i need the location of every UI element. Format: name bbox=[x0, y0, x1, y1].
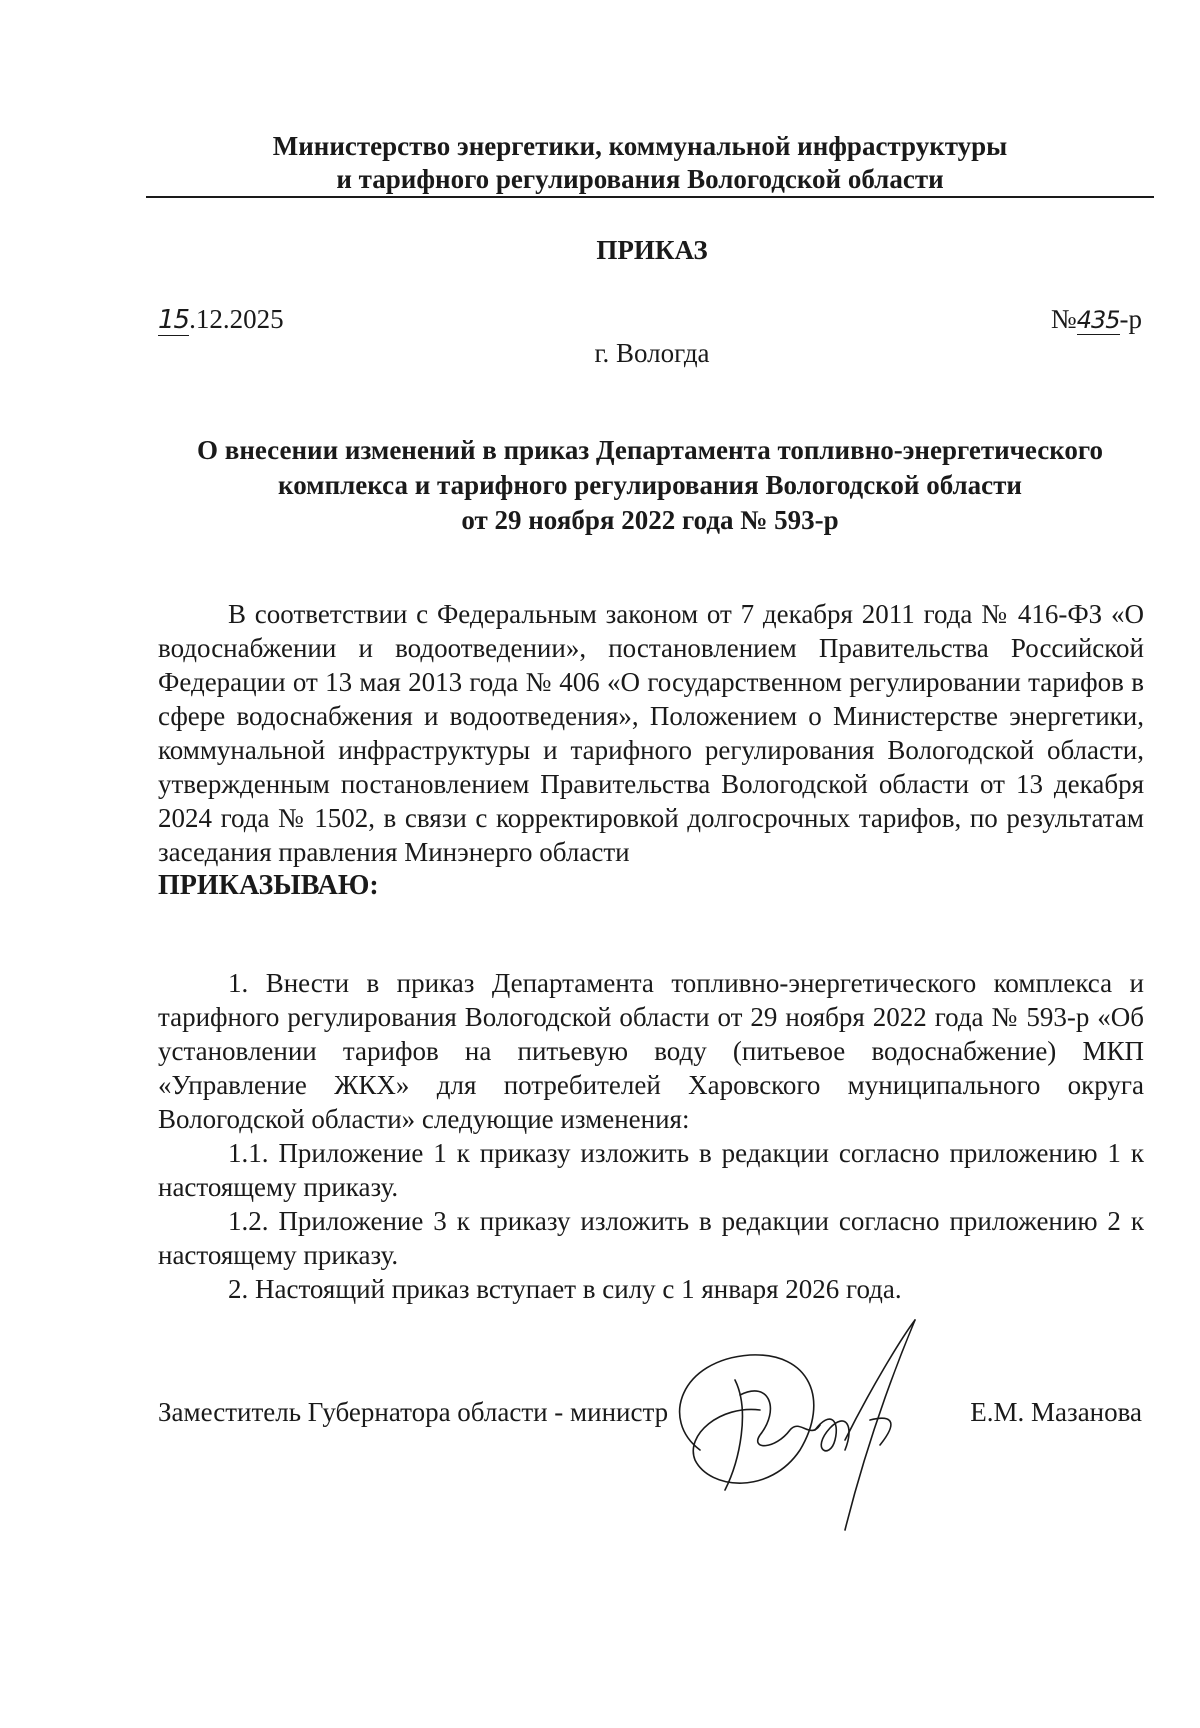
decree-word: ПРИКАЗЫВАЮ: bbox=[158, 870, 379, 901]
document-number bbox=[1051, 302, 1142, 338]
document-subject bbox=[146, 433, 1154, 538]
signatory-position: Заместитель Губернатора области - министр bbox=[158, 1397, 669, 1427]
organization-header bbox=[0, 130, 1200, 196]
order-item-1-2: 1.2. Приложение 3 к приказу изложить в редакции согласно приложению 2 к настоящему приказу. bbox=[158, 1206, 1144, 1270]
order-items bbox=[158, 966, 1144, 1306]
number-suffix: -р bbox=[1119, 304, 1142, 334]
order-item-1-1: 1.1. Приложение 1 к приказу изложить в редакции согласно приложению 1 к настоящему приказу. bbox=[158, 1138, 1144, 1202]
date-day-handwritten: 15 bbox=[158, 305, 190, 335]
number-prefix: № bbox=[1050, 304, 1077, 334]
subject-line-2: комплекса и тарифного регулирования Вологодской области bbox=[278, 470, 1022, 500]
subject-line-1: О внесении изменений в приказ Департамента топливно-энергетического bbox=[196, 435, 1103, 465]
header-rule bbox=[146, 196, 1154, 198]
document-date bbox=[158, 302, 284, 338]
order-item-1: 1. Внести в приказ Департамента топливно-энергетического комплекса и тарифного регулирования Вологодской области от 29 ноября 2022 года № 593-р «Об установлении тарифов на питьевую воду (питьевое водоснабжение) МКП «Управление ЖКХ» для потребителей Харовского муниципального округа Вологодской области» следующие изменения: bbox=[158, 968, 1144, 1134]
subject-line-3: от 29 ноября 2022 года № 593-р bbox=[461, 505, 839, 535]
document-city: г. Вологда bbox=[594, 338, 710, 368]
signatory-name: Е.М. Мазанова bbox=[970, 1397, 1142, 1427]
preamble-paragraph: В соответствии с Федеральным законом от 7 декабря 2011 года № 416-ФЗ «О водоснабжении и водоотведении», постановлением Правительства Российской Федерации от 13 мая 2013 года № 406 «О государственном регулировании тарифов в сфере водоснабжения и водоотведения», Положением о Министерстве энергетики, коммунальной инфраструктуры и тарифного регулирования Вологодской области, утвержденным постановлением Правительства Вологодской области от 13 декабря 2024 года № 1502, в связи с корректировкой долгосрочных тарифов, по результатам заседания правления Минэнерго области bbox=[158, 599, 1144, 867]
date-rest: .12.2025 bbox=[189, 304, 284, 334]
org-line-2: и тарифного регулирования Вологодской области bbox=[336, 164, 944, 194]
org-line-1: Министерство энергетики, коммунальной инфраструктуры bbox=[272, 131, 1008, 161]
handwritten-signature bbox=[640, 1300, 960, 1540]
document-type: ПРИКАЗ bbox=[596, 235, 708, 265]
document-body bbox=[158, 597, 1144, 903]
number-handwritten: 435 bbox=[1076, 306, 1120, 334]
order-item-2: 2. Настоящий приказ вступает в силу с 1 января 2026 года. bbox=[228, 1274, 902, 1304]
